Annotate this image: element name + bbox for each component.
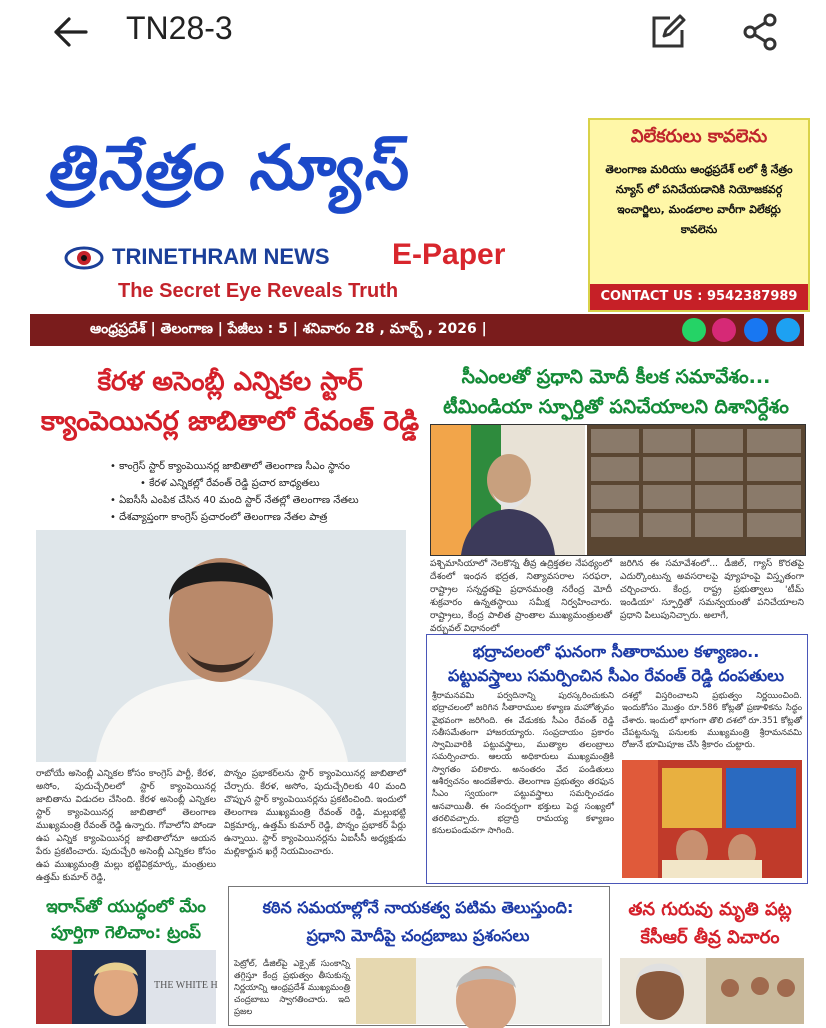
bottom-right-headline-line2: కేసీఆర్ తీవ్ర విచారం xyxy=(640,927,780,948)
story2-headline xyxy=(428,362,804,422)
instagram-icon[interactable] xyxy=(712,318,736,342)
bottom-mid-headline-line1: కఠిన సమయాల్లోనే నాయకత్వ పటిమ తెలుస్తుంది: xyxy=(262,898,574,917)
story3-headline-line1: భద్రాచలంలో ఘనంగా సీతారాముల కళ్యాణం.. xyxy=(472,642,760,661)
bottom-mid-headline xyxy=(232,894,604,950)
brand-english-title: TRINETHRAM NEWS xyxy=(112,244,330,269)
white-house-caption: THE WHITE H xyxy=(154,980,218,991)
story3-body-right: దశల్లో విస్తరించాలని ప్రభుత్వం నిర్ణయించింది. ఇందుకోసం మొత్తం రూ.586 కోట్లతో ప్రణాళికను సిద్ధం చేశారు. ఇందులో భాగంగా తొలి దశలో రూ.351 కోట్లతో చేపట్టనున్న పనులకు ముఖ్యమంత్రి శ్రీరామనవమి రోజునే భూమిపూజ చేసి శ్రీకారం చుట్టారు. xyxy=(622,691,802,751)
facebook-icon[interactable] xyxy=(744,318,768,342)
kalyanam-photo xyxy=(622,760,802,878)
bottom-mid-photo xyxy=(356,958,602,1024)
masthead-telugu-title: త్రినేత్రం న్యూస్ xyxy=(44,131,418,204)
revanth-reddy-photo xyxy=(36,530,406,762)
trinethram-eye-icon xyxy=(62,238,106,278)
bottom-left-headline-line2: పూర్తిగా గెలిచాం: ట్రంప్ xyxy=(50,923,201,943)
ad-title: విలేకరులు కావలెను xyxy=(630,126,768,147)
slogan: The Secret Eye Reveals Truth xyxy=(118,280,399,302)
bottom-right-photo xyxy=(620,958,804,1024)
story3-photo xyxy=(622,760,802,878)
story2-photo xyxy=(430,424,806,556)
edit-button[interactable] xyxy=(648,12,688,52)
story2-headline-line1: సీఎంలతో ప్రధాని మోదీ కీలక సమావేశం... xyxy=(461,366,771,388)
story1-bullets xyxy=(110,458,410,526)
bottom-left-headline xyxy=(34,894,218,946)
edit-icon xyxy=(648,12,688,52)
masthead-telugu-logo xyxy=(44,118,570,228)
pm-meeting-photo xyxy=(431,425,805,555)
story3-headline xyxy=(430,640,802,688)
epaper-label: E-Paper xyxy=(392,238,506,271)
story1-body-right: పొన్నం ప్రభాకర్‌లను స్టార్ క్యాంపెయినర్ల జాబితాలో చేర్చారు. కేరళ, అసోం, పుదుచ్చేరిలకు 40 మంది చొప్పున స్టార్ క్యాంపెయినర్లను ప్రకటించింది. ఇందులో తెలంగాణ ముఖ్యమంత్రి రేవంత్ రెడ్డి, మల్లుభట్టి విక్రమార్క, ఉత్తమ్ కుమార్ రెడ్డి, పొన్నం ప్రభాకర్ పేర్లు ఉన్నాయి. స్టార్ క్యాంపెయినర్లను ఏఐసీసీ అధ్యక్షుడు మల్లికార్జున ఖర్గే నియమించారు. xyxy=(224,769,406,857)
story1-headline xyxy=(40,362,420,442)
document-title: TN28-3 xyxy=(126,10,233,46)
story1-headline-line2: క్యాంపెయినర్ల జాబితాలో రేవంత్ రెడ్డి xyxy=(40,406,420,437)
bottom-left-headline-line1: ఇరాన్‌తో యుద్ధంలో మేం xyxy=(46,897,206,917)
edition-info: ఆంధ్రప్రదేశ్ | తెలంగాణ | పేజీలు : 5 | శనివారం 28 , మార్చ్ , 2026 | xyxy=(90,321,487,337)
app-bar xyxy=(0,0,826,64)
bullet-item: • కాంగ్రెస్ స్టార్ క్యాంపెయినర్ల జాబితాలో తెలంగాణ సీఎం స్థానం xyxy=(110,461,350,472)
story2-body-left: పశ్చిమాసియాలో నెలకొన్న తీవ్ర ఉద్రిక్తతల నేపథ్యంలో దేశంలో ఇంధన భద్రత, నిత్యావసరాల సరఫరా, రాష్ట్రాల సన్నద్ధతపై ప్రధానమంత్రి నరేంద్ర మోదీ శుక్రవారం ఉన్నతస్థాయి సమీక్ష నిర్వహించారు. రాష్ట్రాలు, కేంద్ర పాలిత ప్రాంతాల ముఖ్యమంత్రులతో వర్చువల్ విధానంలో xyxy=(430,559,612,634)
arrow-left-icon xyxy=(52,14,92,50)
story1-body-left: రాబోయే అసెంబ్లీ ఎన్నికల కోసం కాంగ్రెస్ పార్టీ, కేరళ, అసోం, పుదుచ్చేరిలలో స్టార్ క్యాంపెయినర్ల జాబితాను విడుదల చేసింది. కేరళ అసెంబ్లీ ఎన్నికల స్టార్ క్యాంపెయినర్ల జాబితాలో తెలంగాణ ముఖ్యమంత్రి రేవంత్ రెడ్డి ఉన్నారు. గోవాలోని పోండా ఉప ఎన్నిక క్యాంపెయినర్ల జాబితాలోనూ ఆయన పేరు ప్రకటించారు. పుదుచ్చేరి అసెంబ్లీ ఎన్నికల కోసం ఉప ముఖ్యమంత్రి మల్లు భట్టివిక్రమార్క, మంత్రులు ఉత్తమ్ కుమార్ రెడ్డి, xyxy=(36,769,216,883)
share-button[interactable] xyxy=(740,12,780,52)
bottom-right-headline xyxy=(614,896,806,952)
story2-headline-line2: టీమిండియా స్ఫూర్తితో పనిచేయాలని దిశానిర్దేశం xyxy=(443,396,789,418)
bullet-item: • కేరళ ఎన్నికల్లో రేవంత్ రెడ్డి ప్రచార బాధ్యతలు xyxy=(140,478,320,489)
ad-body: తెలంగాణ మరియు ఆంధ్రప్రదేశ్ లలో శ్రీ నేత్రం న్యూస్ లో పనిచేయడానికి నియోజకవర్గ ఇంచార్జిలు, మండలాల వారీగా విలేకర్లు కావలెను xyxy=(605,163,793,236)
bottom-left-photo xyxy=(36,950,216,1024)
back-button[interactable] xyxy=(52,14,92,50)
bullet-item: • ఏఐసీసీ ఎంపిక చేసిన 40 మంది స్టార్ నేతల్లో తెలంగాణ నేతలు xyxy=(110,495,359,506)
edition-strip xyxy=(30,314,804,346)
bullet-item: • దేశవ్యాప్తంగా కాంగ్రెస్ ప్రచారంలో తెలంగాణ నేతల పాత్ర xyxy=(110,512,328,523)
twitter-icon[interactable] xyxy=(776,318,800,342)
reporters-wanted-ad xyxy=(588,118,810,312)
story1-headline-line1: కేరళ అసెంబ్లీ ఎన్నికల స్టార్ xyxy=(97,367,363,397)
kcr-photo xyxy=(620,958,804,1024)
bottom-right-headline-line1: తన గురువు మృతి పట్ల xyxy=(628,899,792,920)
story3-headline-line2: పట్టువస్త్రాలు సమర్పించిన సీఎం రేవంత్ రెడ్డి దంపతులు xyxy=(447,666,785,685)
bottom-mid-headline-line2: ప్రధాని మోదీపై చంద్రబాబు ప్రశంసలు xyxy=(306,926,530,945)
whatsapp-icon[interactable] xyxy=(682,318,706,342)
share-icon xyxy=(740,12,780,52)
brand-row xyxy=(62,238,582,284)
story1-photo xyxy=(36,530,406,762)
bottom-mid-body: పెట్రోల్, డీజిల్‌పై ఎక్సైజ్ సుంకాన్ని తగ్గిస్తూ కేంద్ర ప్రభుత్వం తీసుకున్న నిర్ణయాన్ని ఆంధ్రప్రదేశ్ ముఖ్యమంత్రి చంద్రబాబు స్వాగతించారు. ఇది ప్రజల xyxy=(234,959,350,1017)
story3-body-left: శ్రీరామనవమి పర్వదినాన్ని పురస్కరించుకుని భద్రాచలంలో జరిగిన సీతారాముల కళ్యాణ మహోత్సవం వైభవంగా జరిగింది. ఈ వేడుకకు సీఎం రేవంత్ రెడ్డి సతీసమేతంగా హాజరయ్యారు. సంప్రదాయం ప్రకారం స్వామివారికి పట్టువస్త్రాలు, ముత్యాల తలంబ్రాలు సమర్పించారు. ఆలయ అధికారులు ముఖ్యమంత్రికి స్వాగతం పలికారు. అనంతరం వేద పండితులు ఆశీర్వచనం అందజేశారు. తెలంగాణ ప్రభుత్వం తరఫున సీఎం స్వయంగా పట్టువస్త్రాలు సమర్పించడం ఆనవాయితీ. ఈ సందర్భంగా భక్తులు పెద్ద సంఖ్యలో తరలివచ్చారు. భద్రాద్రి రామయ్య కళ్యాణం కనులపండువగా సాగింది. xyxy=(432,691,614,837)
story2-body-right: జరిగిన ఈ సమావేశంలో... డీజిల్, గ్యాస్ కొరతపై ఎదుర్కొంటున్న అవసరాలపై వ్యూహంపై విస్తృతంగా చర్చించారు. కేంద్ర, రాష్ట్ర ప్రభుత్వాలు 'టీమ్ ఇండియా' స్ఫూర్తితో సమన్వయంతో పనిచేయాలని ప్రధాని పిలుపునిచ్చారు. అలాగే, xyxy=(620,559,804,621)
ad-contact: CONTACT US : 9542387989 xyxy=(590,284,808,310)
chandrababu-photo xyxy=(356,958,602,1024)
